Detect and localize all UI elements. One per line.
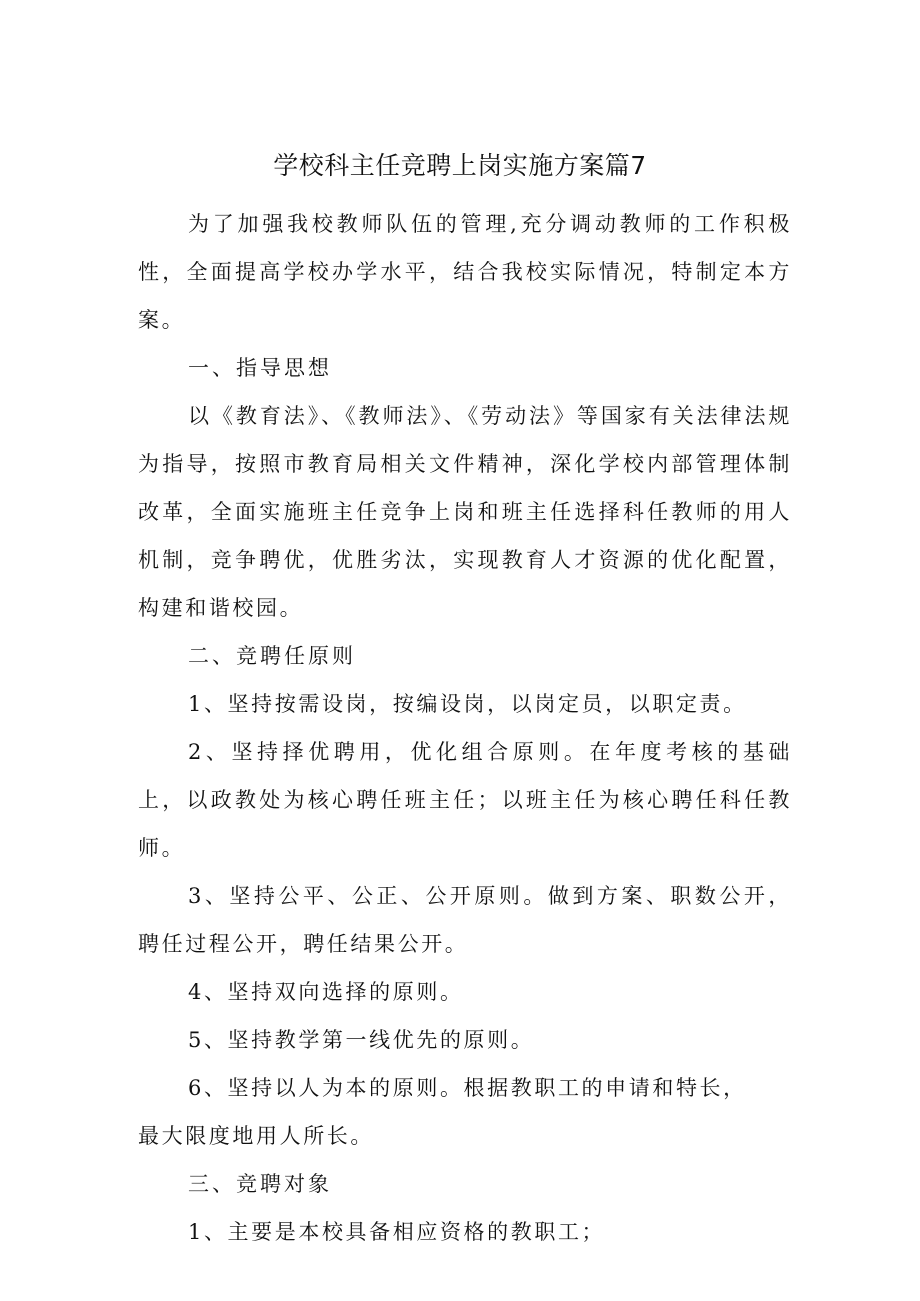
section-heading-principles: 二、竞聘任原则 [188, 644, 356, 668]
principle-item-5: 5、坚持教学第一线优先的原则。 [188, 1028, 535, 1052]
section-heading-candidates: 三、竞聘对象 [188, 1172, 332, 1196]
principle-item-1: 1、坚持按需设岗，按编设岗，以岗定员，以职定责。 [188, 692, 747, 716]
principle-item-3: 3、坚持公平、公正、公开原则。做到方案、职数公开，聘任过程公开，聘任结果公开。 [138, 884, 792, 956]
principle-item-6-continuation: 最大限度地用人所长。 [138, 1124, 374, 1148]
principle-item-2: 2、坚持择优聘用，优化组合原则。在年度考核的基础上，以政教处为核心聘任班主任；以班主任为核心聘任科任教师。 [138, 740, 792, 860]
section-heading-guiding-thought: 一、指导思想 [188, 356, 332, 380]
candidate-item-1: 1、主要是本校具备相应资格的教职工； [188, 1220, 606, 1244]
principle-item-6: 6、坚持以人为本的原则。根据教职工的申请和特长， [188, 1076, 747, 1100]
document-body [138, 200, 792, 1256]
principle-item-4: 4、坚持双向选择的原则。 [188, 980, 464, 1004]
document-title: 学校科主任竞聘上岗实施方案篇7 [273, 151, 647, 180]
paragraph-guiding-thought: 以《教育法》、《教师法》、《劳动法》等国家有关法律法规为指导，按照市教育局相关文件精神，深化学校内部管理体制改革，全面实施班主任竞争上岗和班主任选择科任教师的用人机制，竞争聘优，优胜劣汰，实现教育人才资源的优化配置，构建和谐校园。 [138, 404, 792, 620]
paragraph-intro: 为了加强我校教师队伍的管理,充分调动教师的工作积极性，全面提高学校办学水平，结合我校实际情况，特制定本方案。 [138, 212, 792, 332]
